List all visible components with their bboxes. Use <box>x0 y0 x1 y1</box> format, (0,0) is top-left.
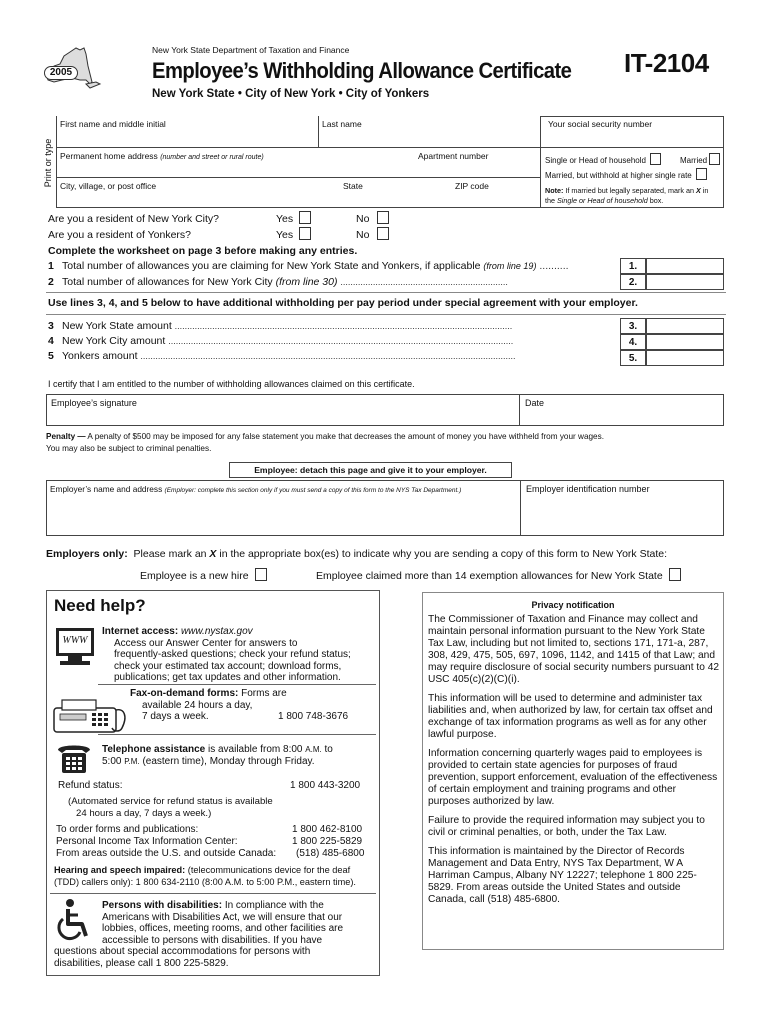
state-field[interactable]: State <box>343 181 363 191</box>
refund-label: Refund status: <box>58 780 123 791</box>
form-subtitle: New York State • City of New York • City of Yonkers <box>152 88 430 100</box>
address-label: Permanent home address <box>60 151 158 161</box>
nyc-yes-option[interactable] <box>276 211 311 225</box>
married-label: Married <box>680 156 708 165</box>
privacy-paragraph-1: The Commissioner of Taxation and Finance may collect and maintain personal information pursuant to the New York State Tax Law, including but not limited to, sections 171, 171-a, 287, 308, 429, 475, 505, 697, 1096, 1142, and 1415 of that Law; and may require disclosure of social security numbers pursuant to 42 USC 405(c)(2)(C)(i). <box>428 614 720 685</box>
tel-to: to <box>324 744 333 755</box>
address-field[interactable] <box>60 151 264 161</box>
name-divider <box>318 116 319 148</box>
internet-line-3: check your estimated tax account; download forms, <box>114 660 342 672</box>
employers-only <box>46 548 667 560</box>
zip-field[interactable]: ZIP code <box>455 181 489 191</box>
privacy-title: Privacy notification <box>531 600 615 610</box>
privacy-paragraph-5: This information is maintained by the Director of Records Management and Data Entry, NYS Tax Department, W A Harriman Campus, Albany NY 12227; telephone 1 800 225-5829. From areas outside the United States and outside Canada, call (518) 485-6800. <box>428 846 697 905</box>
note-label: Note: <box>545 186 564 195</box>
nyc-no-option[interactable] <box>356 211 389 225</box>
www-text: WWW <box>62 635 88 646</box>
internet-line-1: Access our Answer Center for answers to <box>114 637 298 649</box>
help-rule-2 <box>98 734 376 735</box>
hearing-line-1: (telecommunications device for the deaf <box>187 865 351 875</box>
line-2-dots: ................................................................... <box>340 277 508 287</box>
exemptions-option[interactable] <box>316 568 681 582</box>
line-1-text: Total number of allowances you are claiming for New York State and Yonkers, if applicable <box>62 260 481 272</box>
line-5-number: 5 <box>48 350 54 362</box>
line-2-box: 2. <box>620 274 646 290</box>
note-x: X <box>696 186 701 195</box>
line-5-text: Yonkers amount <box>62 350 138 362</box>
department: New York State Department of Taxation and Finance <box>152 45 350 55</box>
privacy-paragraph-3: Information concerning quarterly wages paid to employees is provided to certain state agencies for purposes of fraud prevention, support enforcement, evaluation of the effectiveness of certain employment and training programs and other purposes authorized by law. <box>428 748 718 807</box>
certify-text: I certify that I am entitled to the number of withholding allowances claimed on this certificate. <box>48 379 415 389</box>
yonkers-yes-option[interactable] <box>276 227 311 241</box>
line-5 <box>48 350 616 362</box>
last-name-field[interactable]: Last name <box>322 119 362 129</box>
outside-phone: (518) 485-6800 <box>296 848 365 859</box>
detach-banner: Employee: detach this page and give it to your employer. <box>229 462 512 478</box>
note-box: box. <box>649 195 664 205</box>
married-higher-option[interactable] <box>545 168 707 180</box>
penalty-body-2: You may also be subject to criminal penalties. <box>46 444 212 453</box>
employer-name-hint: (Employer: complete this section only if you must send a copy of this form to the NYS Tax Department.) <box>164 487 462 494</box>
order-label: To order forms and publications: <box>56 824 199 835</box>
city-field[interactable]: City, village, or post office <box>60 181 157 191</box>
employers-only-label: Employers only: <box>46 548 128 560</box>
disab-line-5: questions about special accommodations for persons with <box>54 946 311 957</box>
single-checkbox[interactable] <box>650 153 661 165</box>
single-label: Single or Head of household <box>545 156 646 165</box>
nyc-resident-question: Are you a resident of New York City? <box>48 213 220 225</box>
apartment-field[interactable]: Apartment number <box>418 151 489 161</box>
yonkers-yes-label: Yes <box>276 229 294 241</box>
fax-line-3: 7 days a week. <box>142 711 209 722</box>
tel-line-2a: 5:00 <box>102 755 122 767</box>
line-2 <box>48 276 508 288</box>
worksheet-rule-2 <box>46 314 726 315</box>
pit-label: Personal Income Tax Information Center: <box>56 836 238 847</box>
disab-line-1: In compliance with the <box>224 900 324 911</box>
line-4-number: 4 <box>48 335 54 347</box>
line-1-number: 1 <box>48 260 54 272</box>
employer-name-field[interactable] <box>50 484 461 494</box>
tel-line-2b: (eastern time), Monday through Friday. <box>142 755 315 767</box>
tel-pm: P.M. <box>124 756 140 766</box>
line-3-input[interactable] <box>646 318 724 334</box>
hearing-line-2: (TDD) callers only): 1 800 634-2110 (8:00 A.M. to 5:00 P.M., eastern time). <box>54 876 356 887</box>
line-1-ref: (from line 19) <box>483 261 537 271</box>
penalty-text <box>46 431 736 455</box>
nyc-yes-label: Yes <box>276 213 294 225</box>
need-help-title: Need help? <box>54 596 146 615</box>
internet-url[interactable]: www.nystax.gov <box>180 626 253 637</box>
worksheet-rule-1 <box>46 292 726 293</box>
refund-auto-1: (Automated service for refund status is available <box>68 796 273 807</box>
tel-am: A.M. <box>305 745 322 754</box>
note-italic: Single or Head of household <box>557 195 648 205</box>
lines-345-instruction: Use lines 3, 4, and 5 below to have additional withholding per pay period under special agreement with your employer. <box>48 297 638 309</box>
disab-line-4: accessible to persons with disabilities. If you have <box>102 934 323 946</box>
line-2-number: 2 <box>48 276 54 288</box>
yonkers-no-label: No <box>356 229 370 241</box>
new-hire-label: Employee is a new hire <box>140 570 249 582</box>
line-3-box: 3. <box>620 318 646 334</box>
fax-phone: 1 800 748-3676 <box>278 711 349 722</box>
print-or-type: Print or type <box>43 138 53 188</box>
disab-line-2: Americans with Disabilities Act, we will ensure that our <box>102 911 343 923</box>
single-option[interactable] <box>545 153 661 165</box>
help-rule-1 <box>98 684 376 685</box>
marital-note <box>545 186 723 205</box>
line-4 <box>48 335 616 347</box>
pit-phone: 1 800 225-5829 <box>292 836 363 847</box>
tel-line-1: is available from 8:00 <box>207 744 303 755</box>
nyc-no-label: No <box>356 213 370 225</box>
disab-line-3: lobbies, offices, meeting rooms, and other facilities are <box>102 923 344 934</box>
fax-label: Fax-on-demand forms: <box>130 688 239 699</box>
fax-on-demand <box>130 688 375 723</box>
outside-label: From areas outside the U.S. and outside Canada: <box>56 848 277 859</box>
signature-divider <box>519 394 520 426</box>
signature-box <box>46 394 724 426</box>
yonkers-no-option[interactable] <box>356 227 389 241</box>
penalty-label: Penalty — <box>46 432 86 441</box>
line-1 <box>48 260 569 272</box>
signature-field[interactable]: Employee’s signature <box>51 398 137 408</box>
penalty-body: A penalty of $500 may be imposed for any false statement you make that decreases the amount of money you have withheld from your wages. <box>87 432 604 441</box>
married-option[interactable] <box>680 153 720 165</box>
new-hire-option[interactable] <box>140 568 267 582</box>
note-the: the <box>545 195 555 205</box>
refund-auto-2: 24 hours a day, 7 days a week.) <box>76 807 212 819</box>
help-rule-3 <box>50 893 376 894</box>
phone-directory <box>56 824 370 860</box>
exemptions-label: Employee claimed more than 14 exemption allowances for New York State <box>316 570 663 582</box>
ssn-field[interactable]: Your social security number <box>548 119 653 129</box>
exemptions-checkbox[interactable] <box>669 568 681 581</box>
wheelchair-icon <box>54 898 94 942</box>
fax-icon <box>52 694 132 736</box>
employer-divider <box>520 480 521 536</box>
internet-line-4: publications; get tax updates and other information. <box>114 672 341 683</box>
form-number: IT-2104 <box>624 48 709 78</box>
married-higher-label: Married, but withhold at higher single rate <box>545 171 692 180</box>
fax-line-2: available 24 hours a day, <box>142 699 253 711</box>
note-text: If married but legally separated, mark an <box>565 186 695 195</box>
print-or-type-label <box>40 122 56 206</box>
date-field[interactable]: Date <box>525 398 545 408</box>
telephone-icon <box>54 740 94 776</box>
yonkers-resident-question: Are you a resident of Yonkers? <box>48 229 192 241</box>
hearing-label: Hearing and speech impaired: <box>54 865 186 875</box>
internet-access <box>102 626 372 684</box>
refund-phone: 1 800 443-3200 <box>290 780 361 791</box>
tel-label: Telephone assistance <box>102 744 206 755</box>
refund-status <box>58 780 370 819</box>
line-5-dots: ...................................................................................................................................................... <box>140 351 516 361</box>
line-3 <box>48 320 616 332</box>
worksheet-instruction: Complete the worksheet on page 3 before making any entries. <box>48 245 358 257</box>
line-3-text: New York State amount <box>62 320 172 332</box>
new-hire-checkbox[interactable] <box>255 568 267 581</box>
line-4-box: 4. <box>620 334 646 350</box>
line-2-text: Total number of allowances for New York City <box>62 276 273 288</box>
nyc-no-checkbox[interactable] <box>377 211 389 224</box>
address-hint: (number and street or rural route) <box>160 154 264 161</box>
line-1-input[interactable] <box>646 258 724 274</box>
married-higher-checkbox[interactable] <box>696 168 707 180</box>
telephone-assistance <box>102 744 374 767</box>
privacy-body <box>428 614 720 913</box>
line-4-input[interactable] <box>646 334 724 350</box>
line-4-dots: .......................................................................................................................................... <box>168 336 514 346</box>
nyc-yes-checkbox[interactable] <box>299 211 311 224</box>
year: 2005 <box>49 67 73 78</box>
line-4-text: New York City amount <box>62 335 166 347</box>
note-in: in <box>702 186 709 195</box>
computer-icon <box>54 626 96 668</box>
line-1-box: 1. <box>620 258 646 274</box>
line-1-dots: .......... <box>539 260 569 272</box>
line-5-box: 5. <box>620 350 646 366</box>
fax-line-1: Forms are <box>241 688 287 699</box>
first-name-field[interactable]: First name and middle initial <box>60 119 166 129</box>
year-badge <box>44 66 78 80</box>
order-phone: 1 800 462-8100 <box>292 824 363 835</box>
line-2-ref: (from line 30) <box>275 276 338 288</box>
hearing-impaired <box>54 865 376 888</box>
line-2-input[interactable] <box>646 274 724 290</box>
line-3-number: 3 <box>48 320 54 332</box>
employers-only-x: X <box>209 548 217 560</box>
internet-line-2: frequently-asked questions; check your refund status; <box>114 649 351 660</box>
disab-label: Persons with disabilities: <box>102 900 223 911</box>
yonkers-yes-checkbox[interactable] <box>299 227 311 240</box>
internet-label: Internet access: <box>102 626 179 637</box>
employers-only-post: in the appropriate box(es) to indicate why you are sending a copy of this form to New York State: <box>219 548 668 560</box>
disab-line-6: disabilities, please call 1 800 225-5829. <box>54 957 229 969</box>
line-5-input[interactable] <box>646 350 724 366</box>
yonkers-no-checkbox[interactable] <box>377 227 389 240</box>
employers-only-pre: Please mark an <box>133 548 207 560</box>
persons-disabilities <box>102 900 374 946</box>
form-title: Employee’s Withholding Allowance Certificate <box>152 58 572 83</box>
persons-disabilities-cont <box>54 946 374 969</box>
employer-name-label: Employer’s name and address <box>50 484 163 494</box>
ein-field[interactable]: Employer identification number <box>526 484 650 494</box>
privacy-paragraph-2: This information will be used to determine and administer tax liabilities and, when authorized by law, for certain tax offset and exchange of tax information programs as well as for any other lawful purpose. <box>428 693 713 740</box>
married-checkbox[interactable] <box>709 153 720 165</box>
line-3-dots: ....................................................................................................................................... <box>174 321 513 331</box>
privacy-paragraph-4: Failure to provide the required information may subject you to civil or criminal penalties, or both, under the Tax Law. <box>428 815 705 838</box>
